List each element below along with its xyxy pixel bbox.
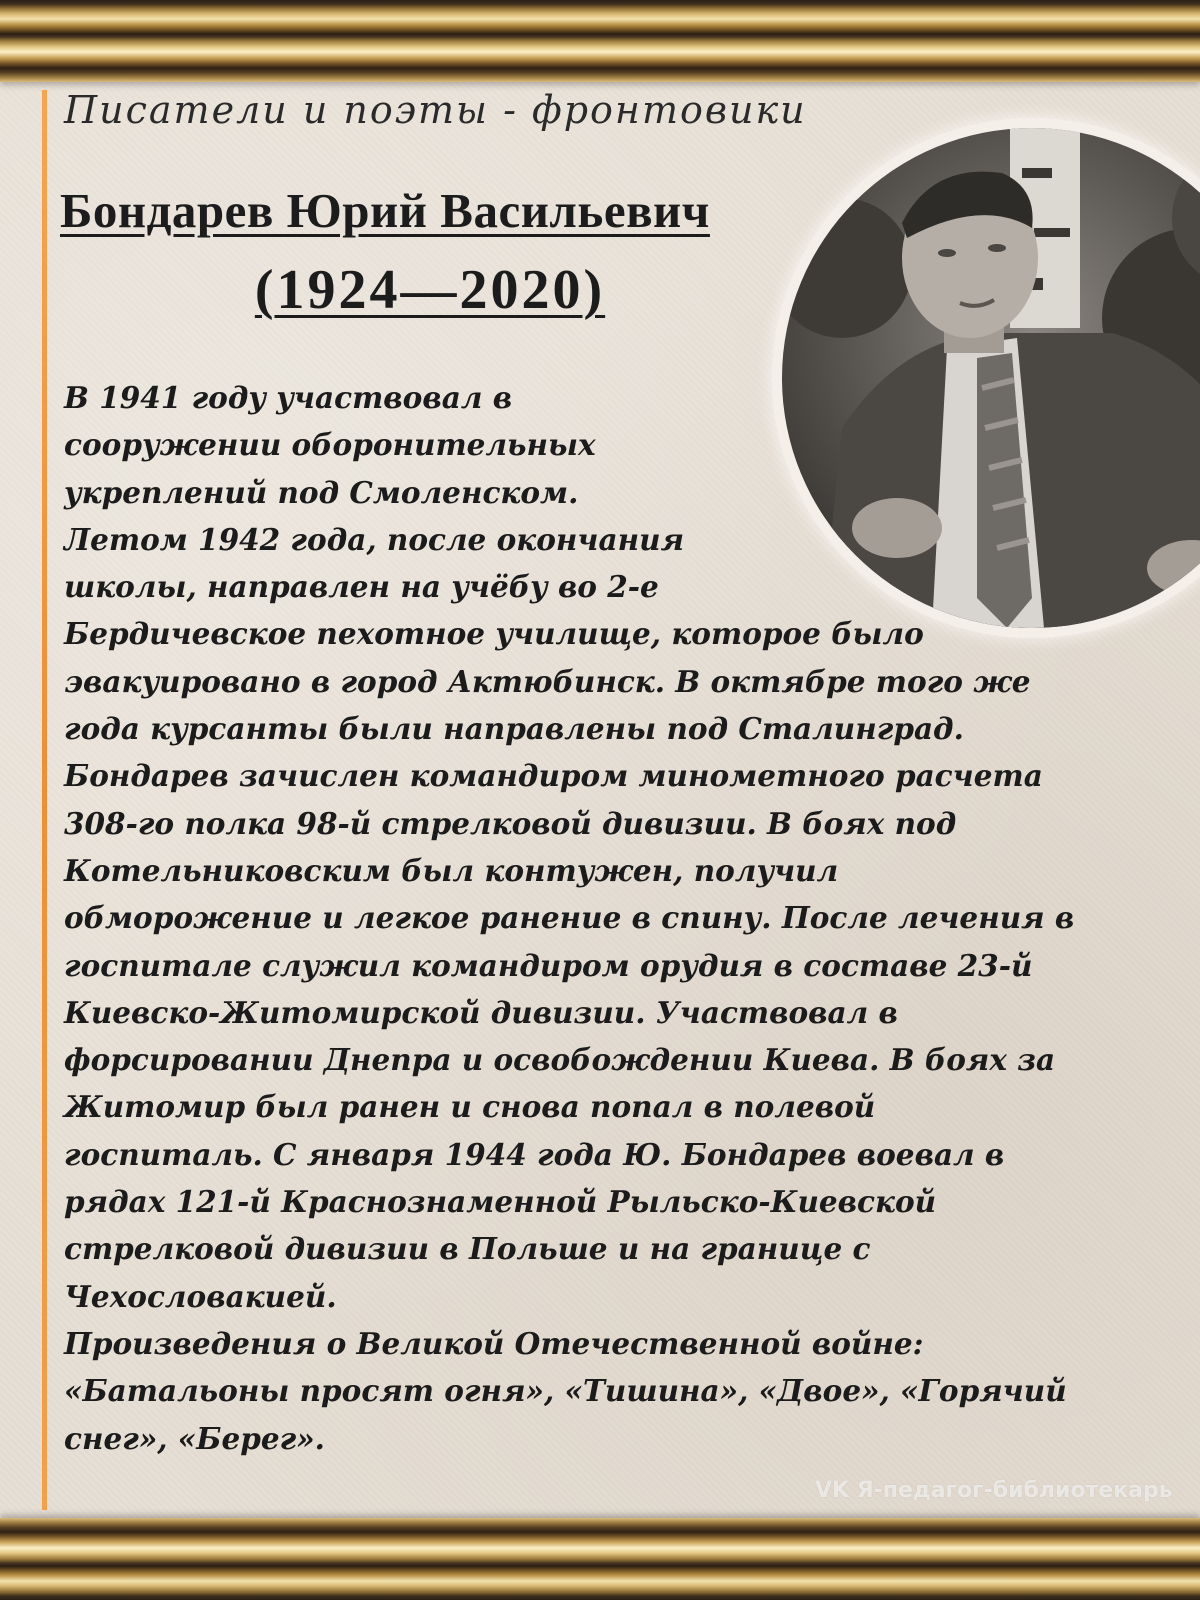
works-list: снег», «Берег». <box>64 1420 325 1456</box>
bio-line: Житомир был ранен и снова попал в полевой <box>64 1089 876 1125</box>
works-heading: Произведения о Великой Отечественной войне: <box>64 1325 924 1361</box>
bio-line: В 1941 году участвовал в <box>64 380 513 415</box>
bio-line: сооружении оборонительных <box>64 427 596 463</box>
bio-line: Летом 1942 года, после окончания <box>64 521 685 557</box>
gold-frame-top <box>0 0 1200 82</box>
bio-line: Бердичевское пехотное училище, которое было <box>64 616 924 652</box>
bio-line: рядах 121-й Краснознаменной Рыльско-Киевской <box>64 1184 937 1220</box>
page-subtitle: Писатели и поэты - фронтовики <box>64 88 807 132</box>
bio-line: Бондарев зачислен командиром минометного расчета <box>64 758 1043 794</box>
bio-line: укреплений под Смоленском. <box>64 474 579 510</box>
bio-line: Чехословакией. <box>64 1278 337 1314</box>
bio-line: госпиталь. С января 1944 года Ю. Бондарев воевал в <box>64 1136 1005 1172</box>
bio-line: Котельниковским был контужен, получил <box>64 852 839 888</box>
vk-watermark: VK Я-педагог-библиотекарь <box>815 1478 1173 1503</box>
author-years: (1924—2020) <box>254 259 606 321</box>
bio-line: Киевско-Житомирской дивизии. Участвовал в <box>64 994 898 1030</box>
gold-frame-bottom <box>0 1518 1200 1600</box>
bio-line: обморожение и легкое ранение в спину. После лечения в <box>64 900 1075 936</box>
bio-line: 308-го полка 98-й стрелковой дивизии. В боях под <box>64 805 957 841</box>
bio-line: госпитале служил командиром орудия в составе 23-й <box>64 947 1033 983</box>
bio-line: эвакуировано в город Актюбинск. В октябре того же <box>64 663 1031 699</box>
bio-line: форсировании Днепра и освобождении Киева. В боях за <box>64 1042 1056 1078</box>
biography-text <box>64 374 1174 1462</box>
works-list: «Батальоны просят огня», «Тишина», «Двое», «Горячий <box>64 1373 1067 1409</box>
bio-line: года курсанты были направлены под Сталинград. <box>64 711 964 747</box>
bio-line: школы, направлен на учёбу во 2-е <box>64 569 659 605</box>
accent-line <box>42 90 47 1510</box>
author-name: Бондарев Юрий Васильевич <box>60 183 710 238</box>
bio-line: стрелковой дивизии в Польше и на границе с <box>64 1231 871 1267</box>
